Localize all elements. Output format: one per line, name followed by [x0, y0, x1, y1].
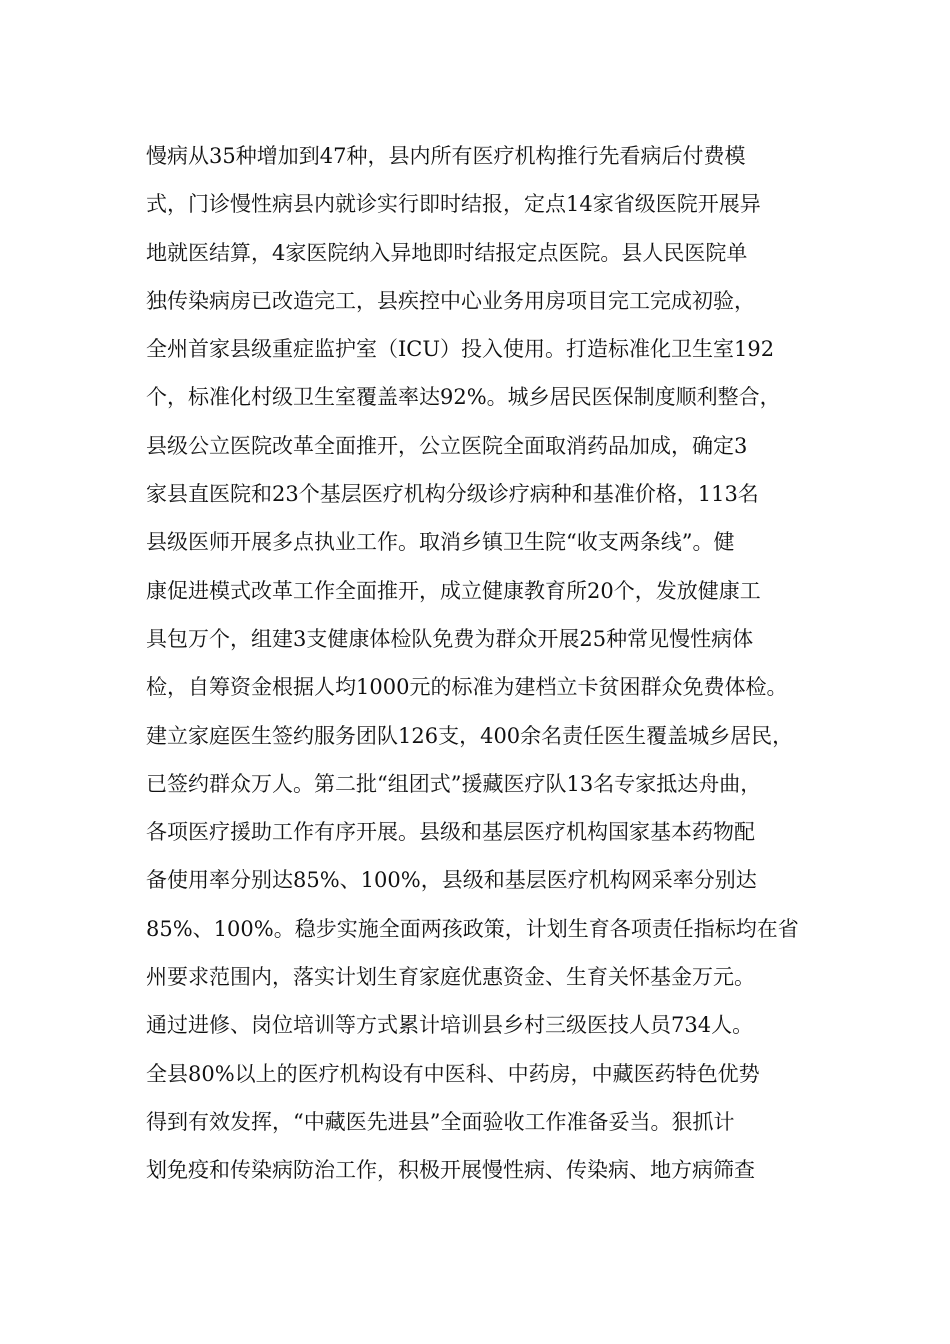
- text-line: 备使用率分别达85%、100%，县级和基层医疗机构网采率分别达: [146, 868, 757, 893]
- text-line: 全县80%以上的医疗机构设有中医科、中药房，中藏医药特色优势: [146, 1061, 760, 1086]
- text-line: 慢病从35种增加到47种，县内所有医疗机构推行先看病后付费模: [146, 144, 746, 168]
- text-line: 独传染病房已改造完工，县疾控中心业务用房项目完工完成初验，: [146, 288, 755, 313]
- body-paragraph: [146, 132, 836, 1195]
- text-line: 建立家庭医生签约服务团队126支，400余名责任医生覆盖城乡居民，: [146, 723, 794, 748]
- text-line: 各项医疗援助工作有序开展。县级和基层医疗机构国家基本药物配: [146, 820, 755, 845]
- text-line: 家县直医院和23个基层医疗机构分级诊疗病种和基准价格，113名: [146, 482, 759, 507]
- text-line: 划免疫和传染病防治工作，积极开展慢性病、传染病、地方病筛查: [146, 1158, 755, 1183]
- text-line: 具包万个，组建3支健康体检队免费为群众开展25种常见慢性病体: [146, 626, 754, 651]
- text-line: 全州首家县级重症监护室（ICU）投入使用。打造标准化卫生室192: [146, 337, 775, 362]
- text-line: 式，门诊慢性病县内就诊实行即时结报，定点14家省级医院开展异: [146, 192, 761, 217]
- text-line: 州要求范围内，落实计划生育家庭优惠资金、生育关怀基金万元。: [146, 965, 755, 990]
- text-line: 已签约群众万人。第二批“组团式”援藏医疗队13名专家抵达舟曲，: [146, 771, 762, 796]
- text-line: 得到有效发挥，“中藏医先进县”全面验收工作准备妥当。狠抓计: [146, 1109, 735, 1134]
- text-line: 县级公立医院改革全面推开，公立医院全面取消药品加成，确定3: [146, 433, 748, 458]
- text-line: 个，标准化村级卫生室覆盖率达92%。城乡居民医保制度顺利整合，: [146, 385, 781, 410]
- text-line: 检，自筹资金根据人均1000元的标准为建档立卡贫困群众免费体检。: [146, 675, 788, 700]
- text-line: 地就医结算，4家医院纳入异地即时结报定点医院。县人民医院单: [146, 240, 748, 265]
- text-line: 县级医师开展多点执业工作。取消乡镇卫生院“收支两条线”。健: [146, 530, 735, 555]
- text-line: 康促进模式改革工作全面推开，成立健康教育所20个，发放健康工: [146, 578, 761, 603]
- text-line: 通过进修、岗位培训等方式累计培训县乡村三级医技人员734人。: [146, 1013, 754, 1038]
- text-line: 85%、100%。稳步实施全面两孩政策，计划生育各项责任指标均在省: [146, 916, 799, 941]
